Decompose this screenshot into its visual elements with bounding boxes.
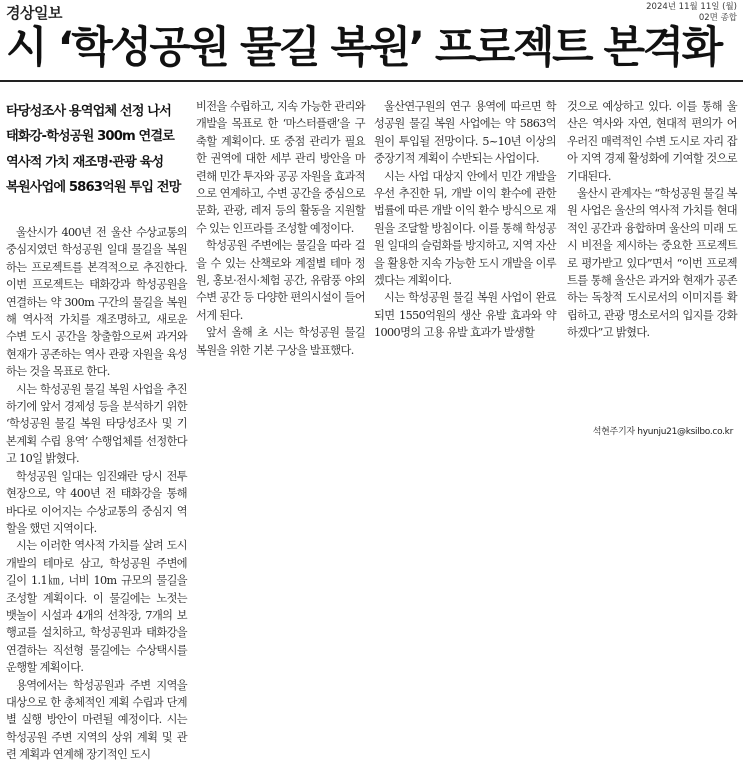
issue-date: 2024년 11월 11일 (월) xyxy=(646,2,737,12)
headline: 시 ‘학성공원 물길 복원’ 프로젝트 본격화 xyxy=(6,23,721,73)
paragraph: 학성공원 일대는 임진왜란 당시 전투 현장으로, 약 400년 전 태화강을 통해 바다로 이어지는 수상교통의 중심지 역할을 했던 지역이다. xyxy=(6,469,187,535)
subheadline-line: 태화강-학성공원 300m 연결로 xyxy=(6,129,175,145)
paragraph: 울산시가 400년 전 울산 수상교통의 중심지였던 학성공원 일대 물길을 복원하는 프로젝트를 본격적으로 추진한다. 이번 프로젝트는 태화강과 학성공원을 연결하는 약 300m 구간의 물길을 복원해 역사적 가치를 재조명하고, 새로운 수변 도시 공간을 창출함으로써 과거와 현재가 공존하는 역사 관광 자원을 육성하는 것을 목표로 한다. xyxy=(6,226,187,379)
paragraph: 시는 학성공원 물길 복원 사업이 완료되면 1550억원의 생산 유발 효과와 약 1000명의 고용 유발 효과가 발생할 xyxy=(374,291,556,340)
reporter-byline: 석현주기자 hyunju21@ksilbo.co.kr xyxy=(592,427,733,437)
subheadline-line: 복원사업에 5863억원 투입 전망 xyxy=(6,180,181,196)
page-section: 02면 종합 xyxy=(698,13,737,23)
paragraph: 시는 사업 대상지 안에서 민간 개발을 우선 추진한 뒤, 개발 이익 환수에 관한 법률에 따른 개발 이익 환수 방식으로 재원을 조달할 방침이다. 이를 통해 학성공원 일대의 슬럼화를 방지하고, 지역 자산을 활용한 지속 가능한 도시 개발을 이루겠다는 계획이다. xyxy=(374,169,556,288)
headline-rule xyxy=(0,80,743,82)
article-column-4 xyxy=(567,98,737,342)
subheadline-block xyxy=(6,99,189,201)
paragraph: 용역에서는 학성공원과 주변 지역을 대상으로 한 총체적인 계획 수립과 단계별 실행 방안이 마련될 예정이다. 시는 학성공원 주변 지역의 상위 계획 및 관련 계획과 연계해 장기적인 도시 xyxy=(6,678,187,762)
newspaper-masthead: 경상일보 xyxy=(6,4,62,22)
paragraph: 울산연구원의 연구 용역에 따르면 학성공원 물길 복원 사업에는 약 5863억원이 투입될 전망이다. 5~10년 이상의 중장기적 계획이 수반되는 사업이다. xyxy=(374,100,556,166)
article-column-1 xyxy=(6,224,187,764)
paragraph: 시는 학성공원 물길 복원 사업을 추진하기에 앞서 경제성 등을 분석하기 위한 ‘학성공원 물길 복원 타당성조사 및 기본계획 수립 용역’ 수행업체를 선정한다고 10일 밝혔다. xyxy=(6,382,187,466)
article-column-3 xyxy=(374,98,556,342)
article-column-2 xyxy=(196,98,365,359)
paragraph: 학성공원 주변에는 물길을 따라 걸을 수 있는 산책로와 계절별 테마 정원, 홍보·전시·체험 공간, 유람풍 야외 수변 공간 등 다양한 편의시설이 들어서게 된다. xyxy=(196,239,365,322)
subheadline-line: 타당성조사 용역업체 선정 나서 xyxy=(6,104,171,119)
subheadline-line: 역사적 가치 재조명·관광 육성 xyxy=(6,154,164,170)
paragraph: 앞서 올해 초 시는 학성공원 물길 복원을 위한 기본 구상을 발표했다. xyxy=(196,326,365,357)
paragraph: 것으로 예상하고 있다. 이를 통해 울산은 역사와 자연, 현대적 편의가 어우러진 매력적인 수변 도시로 자리 잡아 지역 경제 활성화에 기여할 것으로 기대된다. xyxy=(567,100,737,183)
paragraph: 비전을 수립하고, 지속 가능한 관리와 개발을 목표로 한 ‘마스터플랜’을 구축할 계획이다. 또 중점 관리가 필요한 권역에 대한 세부 관리 방안을 마련해 민간 투자와 공공 자원을 효과적으로 연계하고, 수변 공간을 중심으로 문화, 관광, 레저 등의 활동을 지원할 수 있는 인프라를 조성할 예정이다. xyxy=(196,100,365,235)
paragraph: 울산시 관계자는 “학성공원 물길 복원 사업은 울산의 역사적 가치를 현대적인 공간과 융합하며 울산의 미래 도시 비전을 제시하는 중요한 프로젝트로 평가받고 있다”면서 “이번 프로젝트를 통해 울산은 과거와 현재가 공존하는 독창적 도시로서의 이미지를 확립하고, 관광 명소로서의 입지를 강화하겠다”고 밝혔다. xyxy=(567,187,737,340)
paragraph: 시는 이러한 역사적 가치를 살려 도시 개발의 테마로 삼고, 학성공원 주변에 길이 1.1㎞, 너비 10m 규모의 물길을 조성할 계획이다. 이 물길에는 노젓는 뱃놀이 시설과 4개의 선착장, 7개의 보행교를 설치하고, 학성공원과 태화강을 연결하는 직선형 물길에는 수상택시를 운행할 계획이다. xyxy=(6,539,187,675)
dateline xyxy=(646,2,737,24)
